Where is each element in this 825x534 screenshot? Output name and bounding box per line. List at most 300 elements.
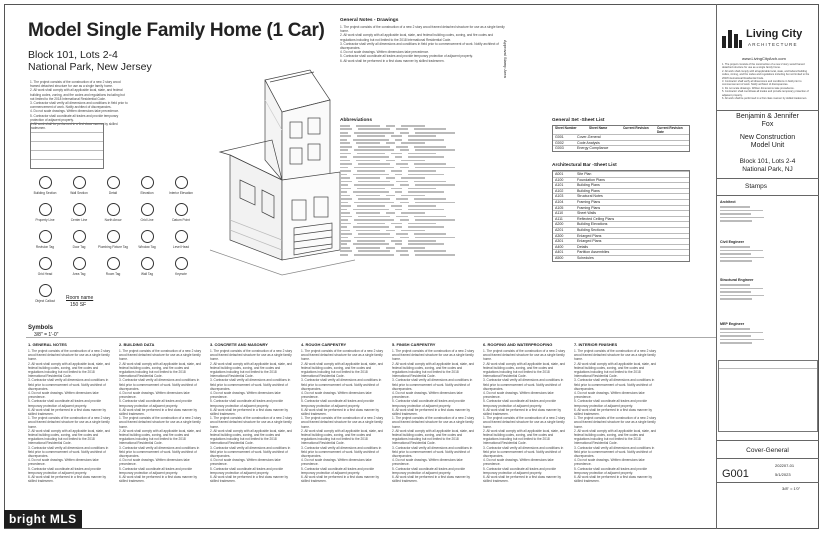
text-line [353,191,389,193]
column-header: Current Revision Date [657,126,683,134]
abbreviation-row [340,181,525,183]
sheet-number-cell: A103 [555,194,564,199]
sheet-number-cell: G002 [555,140,564,145]
text-line [720,295,764,297]
notes-column-finish-carpentry [392,342,477,502]
text-line [720,210,763,212]
text-line [386,142,396,144]
sheet-name-cell: Partition Assemblies [577,250,610,255]
location-right: National Park, NJ [742,166,793,173]
symbol-marker-icon [39,230,52,243]
text-line [720,328,750,330]
text-line [358,216,390,218]
text-line [340,216,352,218]
text-line [415,132,455,134]
text-line [720,291,751,293]
text-line [408,188,436,190]
abbreviation-row [340,226,525,228]
symbol-north-arrow [96,203,130,222]
text-line [401,125,425,127]
room-tag-area: 150 SF [70,302,87,308]
text-line [720,298,752,300]
symbol-marker-icon [141,176,154,189]
text-line [354,132,394,134]
notes-column-roofing [483,342,568,502]
text-line [408,226,444,228]
firm-url: www.LivingCityArch.com [742,56,786,61]
text-line [340,170,351,172]
symbol-marker-icon [107,176,120,189]
text-line [414,181,446,183]
notes-column-heading: 4. ROUGH CARPENTRY [301,342,347,347]
text-line [340,149,348,151]
text-line [357,170,385,172]
text-line [358,181,390,183]
text-line [340,132,348,134]
symbol-label: Plumbing Fixture Tag [98,245,128,249]
symbol-label: Keynote [175,272,187,276]
text-line [401,195,425,197]
text-line [357,223,385,225]
text-line [401,160,425,162]
text-line [408,153,436,155]
text-line [396,216,408,218]
text-line [408,170,436,172]
text-line [408,139,444,141]
text-line [391,205,402,207]
abbreviation-row [340,153,525,155]
notes-column-heading: 2. BUILDING DATA [119,342,155,347]
symbol-marker-icon [141,257,154,270]
abbreviation-row [340,167,525,169]
text-line [401,177,425,179]
symbol-detail [96,176,130,195]
consultant-mep-engineer [720,322,815,344]
text-line [340,254,348,256]
notes-column-concrete [210,342,295,502]
text-line [400,132,408,134]
text-line [396,250,408,252]
notes-column-body: 1. The project consists of the construction of a new 2 story wood framed detached structure for use as a single family home. 2. All work shall comply with all applicable local, state, and federal building codes, zoning, and fire codes and regulations including but not limited to the 2018 International Residential Code. 3. Contractor shall verify all dimensions and conditions in field prior to commencement of work. Notify architect of discrepancies. 4. Do not scale drawings. Written dimensions take precedence. 5. Contractor shall coordinate all trades and provide temporary protection of adjacent property. 6. All work shall be performed in a first class manner by skilled tradesmen. 1. The project consists of the construction of a new 2 story wood framed detached structure for use as a single family home. 2. All work shall comply with all applicable local, state, and federal building codes, zoning, and fire codes and regulations including but not limited to the 2018 International Residential Code. 3. Contractor shall verify all dimensions and conditions in field prior to commencement of work. Notify architect of discrepancies. 4. Do not scale drawings. Written dimensions take precedence. 5. Contractor shall coordinate all trades and provide temporary protection of adjacent property. 6. All work shall be performed in a first class manner by skilled tradesmen. [483,349,566,484]
text-line [353,139,389,141]
sheet-number-cell: A400 [555,244,564,249]
text-line [415,219,455,221]
sheet-name-cell: Structural Notes [577,194,603,199]
symbol-door-tag [62,230,96,249]
sheet-number-cell: A104 [555,199,564,204]
text-line [400,237,408,239]
sheet-list-row [553,145,689,151]
symbol-building-section [28,176,62,195]
text-line [414,216,446,218]
text-line [358,198,390,200]
abbreviation-row [340,146,525,148]
notes-column-body: 1. The project consists of the construction of a new 2 story wood framed detached structure for use as a single family home. 2. All work shall comply with all applicable local, state, and federal building codes, zoning, and fire codes and regulations including but not limited to the 2018 International Residential Code. 3. Contractor shall verify all dimensions and conditions in field prior to commencement of work. Notify architect of discrepancies. 4. Do not scale drawings. Written dimensions take precedence. 5. Contractor shall coordinate all trades and provide temporary protection of adjacent property. 6. All work shall be performed in a first class manner by skilled tradesmen. 1. The project consists of the construction of a new 2 story wood framed detached structure for use as a single family home. 2. All work shall comply with all applicable local, state, and federal building codes, zoning, and fire codes and regulations including but not limited to the 2018 International Residential Code. 3. Contractor shall verify all dimensions and conditions in field prior to commencement of work. Notify architect of discrepancies. 4. Do not scale drawings. Written dimensions take precedence. 5. Contractor shall coordinate all trades and provide temporary protection of adjacent property. 6. All work shall be performed in a first class manner by skilled tradesmen. [210,349,293,484]
text-line [357,153,385,155]
abbreviation-row [340,240,525,242]
abbreviation-row [340,212,525,214]
text-line [415,149,455,151]
text-line [340,163,352,165]
symbol-label: North Arrow [104,218,122,222]
text-line [340,243,347,245]
text-line [396,163,408,165]
sheet-number-cell: A110 [555,211,564,216]
text-line [408,156,444,158]
symbol-center-line [62,203,96,222]
symbol-marker-icon [39,257,52,270]
house-isometric-drawing [210,60,355,295]
text-line [391,240,402,242]
sheet-name-cell: Reflected Ceiling Plans [577,216,615,221]
consultant-civil-engineer [720,240,815,262]
firm-copyright: 1. The project consists of the construction of a new 2 story wood framed detached structure for use as a single family home. 2. All work shall comply with all applicable local, state, and federal building codes, zoning, and fire codes and regulations including but not limited to the 2018 International Residential Code. 3. Contractor shall verify all dimensions and conditions in field prior to commencement of work. Notify architect of discrepancies. 4. Do not scale drawings. Written dimensions take precedence. 5. Contractor shall coordinate all trades and provide temporary protection of adjacent property. 6. All work shall be performed in a first class manner by skilled tradesmen. [722,63,810,101]
text-line [356,195,380,197]
symbol-marker-icon [39,176,52,189]
sheet-list-row [553,193,689,199]
text-line [340,191,347,193]
text-line [386,160,396,162]
sheet-list-row [553,249,689,255]
general-sheet-list: General Set -Sheet List Sheet Number Sheet Name Current Revision Current Revision Date G001 Cover-General G002 Code Analysis G003 Energy Compliance [552,118,690,152]
abbreviation-row [340,250,525,252]
sheet-name-cell: Cover-General [577,135,601,139]
firm-name: Living City [746,28,803,40]
abbreviation-row [340,139,525,141]
text-line [340,223,351,225]
symbol-object-callout [28,284,62,303]
symbol-marker-icon [141,230,154,243]
notes-column-body: 1. The project consists of the construction of a new 2 story wood framed detached structure for use as a single family home. 2. All work shall comply with all applicable local, state, and federal building codes, zoning, and fire codes and regulations including but not limited to the 2018 International Residential Code. 3. Contractor shall verify all dimensions and conditions in field prior to commencement of work. Notify architect of discrepancies. 4. Do not scale drawings. Written dimensions take precedence. 5. Contractor shall coordinate all trades and provide temporary protection of adjacent property. 6. All work shall be performed in a first class manner by skilled tradesmen. 1. The project consists of the construction of a new 2 story wood framed detached structure for use as a single family home. 2. All work shall comply with all applicable local, state, and federal building codes, zoning, and fire codes and regulations including but not limited to the 2018 International Residential Code. 3. Contractor shall verify all dimensions and conditions in field prior to commencement of work. Notify architect of discrepancies. 4. Do not scale drawings. Written dimensions take precedence. 5. Contractor shall coordinate all trades and provide temporary protection of adjacent property. 6. All work shall be performed in a first class manner by skilled tradesmen. [574,349,657,484]
text-line [356,230,380,232]
symbol-revision-tag [28,230,62,249]
text-line [414,146,446,148]
text-line [720,342,752,344]
text-line [400,219,408,221]
notes-column-rough-carpentry [301,342,386,502]
sheet-number-cell: A200 [555,222,564,227]
symbol-grid-head [28,257,62,276]
symbols-legend [28,176,203,326]
symbol-marker-icon [73,176,86,189]
text-line [356,125,380,127]
sheet-number-cell: A500 [555,255,564,260]
symbol-marker-icon [175,230,188,243]
text-line [353,174,389,176]
text-line [391,153,402,155]
revision-table [718,360,818,432]
notes-column-body: 1. The project consists of the construction of a new 2 story wood framed detached structure for use as a single family home. 2. All work shall comply with all applicable local, state, and federal building codes, zoning, and fire codes and regulations including but not limited to the 2018 International Residential Code. 3. Contractor shall verify all dimensions and conditions in field prior to commencement of work. Notify architect of discrepancies. 4. Do not scale drawings. Written dimensions take precedence. 5. Contractor shall coordinate all trades and provide temporary protection of adjacent property. 6. All work shall be performed in a first class manner by skilled tradesmen. 1. The project consists of the construction of a new 2 story wood framed detached structure for use as a single family home. 2. All work shall comply with all applicable local, state, and federal building codes, zoning, and fire codes and regulations including but not limited to the 2018 International Residential Code. 3. Contractor shall verify all dimensions and conditions in field prior to commencement of work. Notify architect of discrepancies. 4. Do not scale drawings. Written dimensions take precedence. 5. Contractor shall coordinate all trades and provide temporary protection of adjacent property. 6. All work shall be performed in a first class manner by skilled tradesmen. [119,349,202,484]
text-line [340,135,351,137]
text-line [415,202,455,204]
project-location: National Park, New Jersey [28,61,152,73]
text-line [400,184,408,186]
symbol-property-line [28,203,62,222]
abbreviation-row [340,254,525,256]
text-line [340,156,347,158]
notes-column-heading: 5. FINISH CARPENTRY [392,342,436,347]
text-line [401,230,425,232]
architectural-sheet-list: Architectural Bar -Sheet List A001 Site Plan A100 Foundation Plans A101 Building Plans A102 Building Plans A103 Structural Notes A104 Framing Plans A105 Framing Plans A110 Sheet Walls A111 Reflected Ceiling Plans A200 Building Elevations A201 Building Sections A300 Enlarged Plans A301 Enlarged Plans A400 Details A401 Partition Assemblies A500 Schedules [552,163,690,262]
sheet-list-header [553,126,689,134]
text-line [408,191,444,193]
abbreviation-row [340,163,525,165]
abbreviation-row [340,135,525,137]
symbol-marker-icon [39,203,52,216]
text-line [408,135,436,137]
sheet-number-cell: A401 [555,250,564,255]
text-line [340,181,352,183]
text-line [386,212,396,214]
block-right: Block 101, Lots 2-4 [739,158,796,165]
text-line [340,160,350,162]
symbol-marker-icon [175,203,188,216]
client-line-1: Benjamin & Jennifer [736,113,799,120]
work-area-table [30,123,104,169]
text-line [395,156,402,158]
sheet-list-row [553,210,689,216]
text-line [340,167,348,169]
text-line [400,149,408,151]
text-line [720,332,763,334]
text-line [720,288,763,290]
symbol-marker-icon [73,203,86,216]
text-line [720,284,750,286]
notes-column-heading: 3. CONCRETE AND MASONRY [210,342,268,347]
consultant-architect [720,200,815,222]
text-line [356,160,380,162]
sheet-number-cell: A111 [555,216,563,221]
symbol-label: Detail [108,191,118,195]
symbol-wall-tag [130,257,164,276]
text-line [354,167,394,169]
text-line [354,149,394,151]
text-line [354,237,394,239]
sheet-name-cell: Sheet Walls [577,211,597,216]
abbreviation-row [340,128,525,130]
general-notes-drawings: General Notes - Drawings 1. The project consists of the construction of a new 2 story wood framed detached structure for use as a single family home. 2. All work shall comply with all applicable local, state, and federal building codes, zoning, and fire codes and regulations including but not limited to the 2018 International Residential Code. 3. Contractor shall verify all dimensions and conditions in field prior to commencement of work. Notify architect of discrepancies. 4. Do not scale drawings. Written dimensions take precedence. 5. Contractor shall coordinate all trades and provide temporary protection of adjacent property. 6. All work shall be performed in a first class manner by skilled tradesmen. [340,18,505,63]
symbol-window-tag [130,230,164,249]
sheet-number-cell: G003 [555,146,564,151]
text-line [415,254,455,256]
text-line [400,254,408,256]
text-line [408,240,436,242]
block-lots: Block 101, Lots 2-4 [28,49,118,61]
text-line [357,135,385,137]
text-line [414,128,446,130]
sheet-name-cell: Framing Plans [577,199,601,204]
column-header: Current Revision [623,126,649,130]
text-line [720,339,764,341]
text-line [414,250,446,252]
text-line [340,184,348,186]
sheet-list-row [553,216,689,222]
text-line [353,243,389,245]
text-line [720,335,751,337]
abbreviation-row [340,149,525,151]
sheet-name-cell: Enlarged Plans [577,233,602,238]
sheet-number: G001 [722,468,749,480]
notes-column-interior-finishes [574,342,659,502]
text-line [356,177,380,179]
sheet-list-row [553,199,689,205]
sheet-list-row [553,244,689,250]
symbol-keynote [164,257,198,276]
abbreviation-row [340,142,525,144]
text-line [414,198,446,200]
text-line [340,174,347,176]
text-line [356,247,380,249]
symbol-marker-icon [107,257,120,270]
sheet-name-cell: Building Elevations [577,222,608,227]
symbol-marker-icon [107,203,120,216]
sheet-title: Cover-General [746,447,789,454]
sheet-list-row [553,140,689,146]
sheet-list-row [553,221,689,227]
notes-divider [26,337,716,338]
consultant-label: MEP Engineer [720,322,745,326]
sheet-name-cell: Building Plans [577,183,600,188]
symbol-label: Building Section [33,191,57,195]
sheet-list-row [553,205,689,211]
date-2: 5/1/2023 [775,472,791,477]
text-line [415,184,455,186]
symbol-marker-icon [39,284,52,297]
sheet-name-cell: Building Sections [577,227,605,232]
abbreviation-row [340,132,525,134]
text-line [720,257,764,259]
text-line [720,246,750,248]
text-line [340,205,351,207]
project-title: Model Single Family Home (1 Car) [28,20,325,41]
text-line [356,212,380,214]
text-line [340,233,352,235]
sheet-number-cell: A101 [555,183,564,188]
abbreviation-row [340,216,525,218]
symbol-plumbing-fixture-tag [96,230,130,249]
symbol-level-head [164,230,198,249]
symbol-wall-section [62,176,96,195]
symbol-label: Area Tag [72,272,86,276]
text-line [395,243,402,245]
sheet-name-cell: Details [577,244,588,249]
project-line-2: Model Unit [750,142,785,149]
date-1: 202207-01 [775,463,795,468]
symbol-label: Object Callout [34,299,56,303]
symbol-label: Wall Tag [140,272,154,276]
text-line [354,254,394,256]
text-line [386,177,396,179]
approval-stamp-label: Approval Stamp Area [503,40,508,78]
abbreviation-row [340,209,525,211]
text-line [340,142,350,144]
text-line [396,128,408,130]
symbol-label: Revision Tag [35,245,55,249]
text-line [358,146,390,148]
text-line [340,195,350,197]
sheet-name-cell: Framing Plans [577,205,601,210]
consultant-label: Civil Engineer [720,240,744,244]
notes-columns [28,342,668,502]
text-line [391,223,402,225]
abbreviation-row [340,195,525,197]
notes-column-body: 1. The project consists of the construction of a new 2 story wood framed detached structure for use as a single family home. 2. All work shall comply with all applicable local, state, and federal building codes, zoning, and fire codes and regulations including but not limited to the 2018 International Residential Code. 3. Contractor shall verify all dimensions and conditions in field prior to commencement of work. Notify architect of discrepancies. 4. Do not scale drawings. Written dimensions take precedence. 5. Contractor shall coordinate all trades and provide temporary protection of adjacent property. 6. All work shall be performed in a first class manner by skilled tradesmen. 1. The project consists of the construction of a new 2 story wood framed detached structure for use as a single family home. 2. All work shall comply with all applicable local, state, and federal building codes, zoning, and fire codes and regulations including but not limited to the 2018 International Residential Code. 3. Contractor shall verify all dimensions and conditions in field prior to commencement of work. Notify architect of discrepancies. 4. Do not scale drawings. Written dimensions take precedence. 5. Contractor shall coordinate all trades and provide temporary protection of adjacent property. 6. All work shall be performed in a first class manner by skilled tradesmen. [392,349,475,484]
sheet-list-row [553,233,689,239]
symbol-room-tag [96,257,130,276]
text-line [386,125,396,127]
text-line [401,247,425,249]
text-line [340,146,352,148]
symbol-elevation [130,176,164,195]
symbol-marker-icon [141,203,154,216]
text-line [408,243,444,245]
abbreviation-row [340,125,525,127]
sheet-name-cell: Site Plan [577,172,592,176]
text-line [395,174,402,176]
text-line [358,250,390,252]
project-line-1: New Construction [739,134,796,141]
sheet-name-cell: Building Plans [577,188,600,193]
text-line [340,125,350,127]
text-line [391,188,402,190]
text-line [358,233,390,235]
symbol-label: Level Head [172,245,190,249]
sheet-name-cell: Energy Compliance [577,146,609,151]
sheet-number-cell: A301 [555,239,564,244]
text-line [340,237,348,239]
sheet-list-row [553,188,689,194]
text-line [415,167,455,169]
text-line [396,233,408,235]
text-line [340,212,350,214]
text-line [408,223,436,225]
abbreviation-row [340,160,525,162]
abbreviations-block: Abbreviations [340,118,525,343]
column-header: Sheet Name [589,126,608,130]
text-line [340,209,347,211]
abbreviation-row [340,205,525,207]
text-line [401,142,425,144]
symbol-label: Elevation [140,191,154,195]
symbol-marker-icon [73,230,86,243]
symbols-heading: Symbols [28,325,54,331]
consultant-structural-engineer [720,278,815,300]
sheet-number-cell: A102 [555,188,564,193]
text-line [391,135,402,137]
symbol-grid-line [130,203,164,222]
symbol-marker-icon [175,257,188,270]
text-line [395,209,402,211]
text-line [386,195,396,197]
text-line [354,219,394,221]
symbol-datum-point [164,203,198,222]
text-line [340,219,348,221]
text-line [357,205,385,207]
text-line [357,188,385,190]
abbreviation-row [340,243,525,245]
text-line [340,198,352,200]
text-line [720,217,764,219]
text-line [357,240,385,242]
project-description: 1. The project consists of the construction of a new 2 story wood framed detached structure for use as a single family home. 2. All work shall comply with all applicable local, state, and federal building codes, zoning, and fire codes and regulations including but not limited to the 2018 International Residential Code. 3. Contractor shall verify all dimensions and conditions in field prior to commencement of work. Notify architect of discrepancies. 4. Do not scale drawings. Written dimensions take precedence. 5. Contractor shall coordinate all trades and provide temporary protection of adjacent property. 6. All work shall be performed in a first class manner by skilled tradesmen. [30,80,128,131]
symbol-label: Door Tag [72,245,86,249]
sheet-list-row [553,171,689,177]
sheet-number-cell: A105 [555,205,564,210]
text-line [415,237,455,239]
text-line [395,226,402,228]
living-city-logo-icon [720,26,744,50]
room-tag-name: Room name [66,295,94,301]
